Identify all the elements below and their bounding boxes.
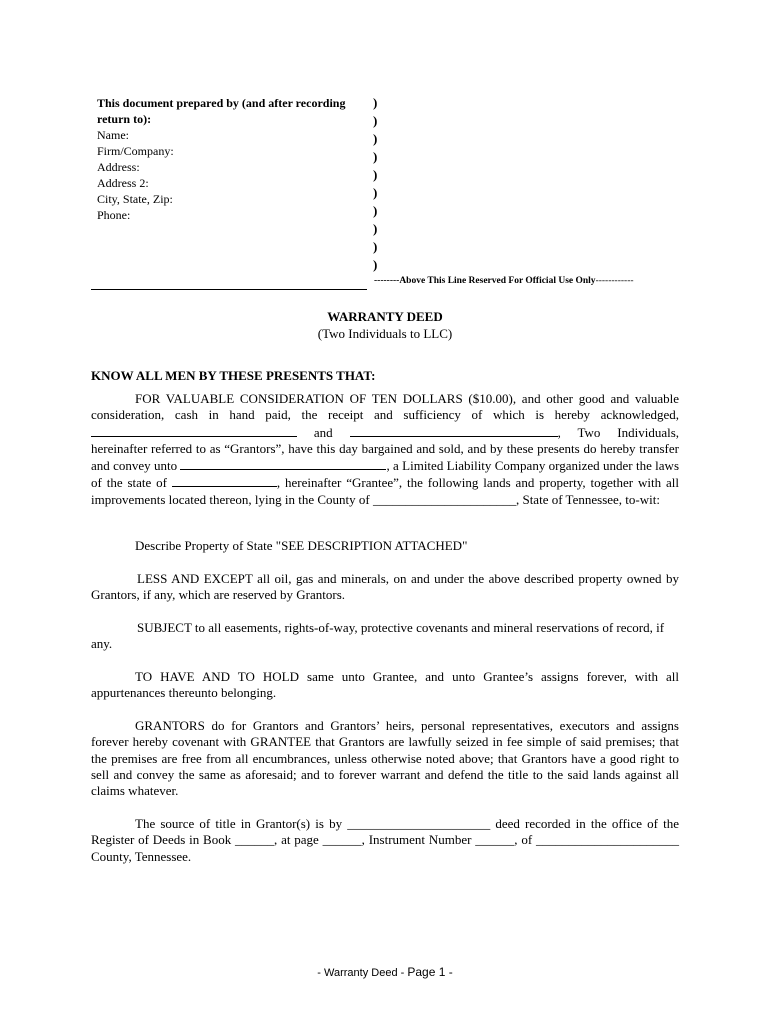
- paren: ): [373, 167, 378, 182]
- address-field-label: Address:: [97, 160, 140, 174]
- paren: ): [373, 149, 378, 164]
- paren: ): [373, 131, 378, 146]
- property-description: Describe Property of State "SEE DESCRIPTION ATTACHED": [135, 538, 468, 553]
- paren: ): [373, 113, 378, 128]
- paren: ): [373, 239, 378, 254]
- grantee-blank[interactable]: [180, 457, 386, 470]
- less-and-except-paragraph: LESS AND EXCEPT all oil, gas and minerals, on and under the above described property owned by Grantors, if any, which are reserved by Grantors.: [91, 571, 679, 603]
- paren: ): [373, 257, 378, 272]
- conveyance-text: hereinafter referred to as “Grantors”, have this day bargained and sold, and by these presents do hereby transfer and convey unto: [91, 440, 679, 474]
- reserved-tail: ------------: [595, 276, 634, 286]
- footer-label: - Warranty Deed -: [317, 967, 408, 979]
- deed-subtitle: (Two Individuals to LLC): [317, 326, 453, 341]
- habendum-paragraph: TO HAVE AND TO HOLD same unto Grantee, and unto Grantee’s assigns forever, with all appurtenances thereunto belonging.: [91, 669, 679, 701]
- page-number: Page 1 -: [407, 965, 453, 979]
- page-footer: [0, 965, 770, 979]
- source-of-title-paragraph: The source of title in Grantor(s) is by ______________________ deed recorded in the office of the Register of Deeds in Book ______, at page ______, Instrument Number ______, of ______________________ County, Tennessee.: [91, 816, 679, 864]
- paren: ): [373, 95, 378, 110]
- reserved-text: Above This Line Reserved For Official Use Only: [399, 276, 596, 286]
- two-individuals-text: , Two Individuals,: [557, 424, 680, 440]
- reserved-notice: [374, 276, 634, 286]
- paren: ): [373, 185, 378, 200]
- grantor2-blank[interactable]: [350, 424, 558, 437]
- address2-field-label: Address 2:: [97, 176, 149, 190]
- know-all-men-heading: KNOW ALL MEN BY THESE PRESENTS THAT:: [91, 368, 376, 383]
- consideration-paragraph: [91, 391, 679, 508]
- covenant-paragraph: GRANTORS do for Grantors and Grantors’ heirs, personal representatives, executors and assigns forever hereby covenant with GRANTEE that Grantors are lawfully seized in fee simple of said premises; that the premises are free from all encumbrances, unless otherwise noted above; that Grantors have a good right to sell and convey the same as aforesaid; and to forever warrant and defend the title to the said lands against all claims whatever.: [91, 718, 679, 799]
- name-field-label: Name:: [97, 128, 129, 142]
- grantor1-blank[interactable]: [91, 424, 297, 437]
- reserved-dashes: --------: [374, 276, 400, 286]
- phone-field-label: Phone:: [97, 208, 131, 222]
- paren: ): [373, 221, 378, 236]
- bracket-column: [373, 94, 383, 274]
- preparer-block: [97, 95, 372, 223]
- prepared-by-label: This document prepared by (and after recording return to):: [97, 96, 346, 126]
- llc-text: , a Limited Liability Company organized under the laws of the state of: [91, 458, 680, 491]
- consideration-text: FOR VALUABLE CONSIDERATION OF TEN DOLLARS ($10.00), and other good and valuable consideration, cash in hand paid, the receipt and sufficiency of which is hereby acknowledged,: [91, 391, 679, 423]
- header-rule: [91, 289, 367, 290]
- state-blank[interactable]: [172, 474, 277, 487]
- city-state-zip-field-label: City, State, Zip:: [97, 192, 173, 206]
- firm-field-label: Firm/Company:: [97, 144, 174, 158]
- deed-title: WARRANTY DEED: [327, 309, 443, 324]
- paren: ): [373, 203, 378, 218]
- subject-to-paragraph: SUBJECT to all easements, rights-of-way, protective covenants and mineral reservations of record, if any.: [91, 620, 665, 652]
- and-text: and: [313, 424, 333, 440]
- property-location-text: , hereinafter “Grantee”, the following lands and property, together with all improvements located thereon, lying in the County of ______________________, State of Tennessee, to-wit:: [91, 475, 679, 507]
